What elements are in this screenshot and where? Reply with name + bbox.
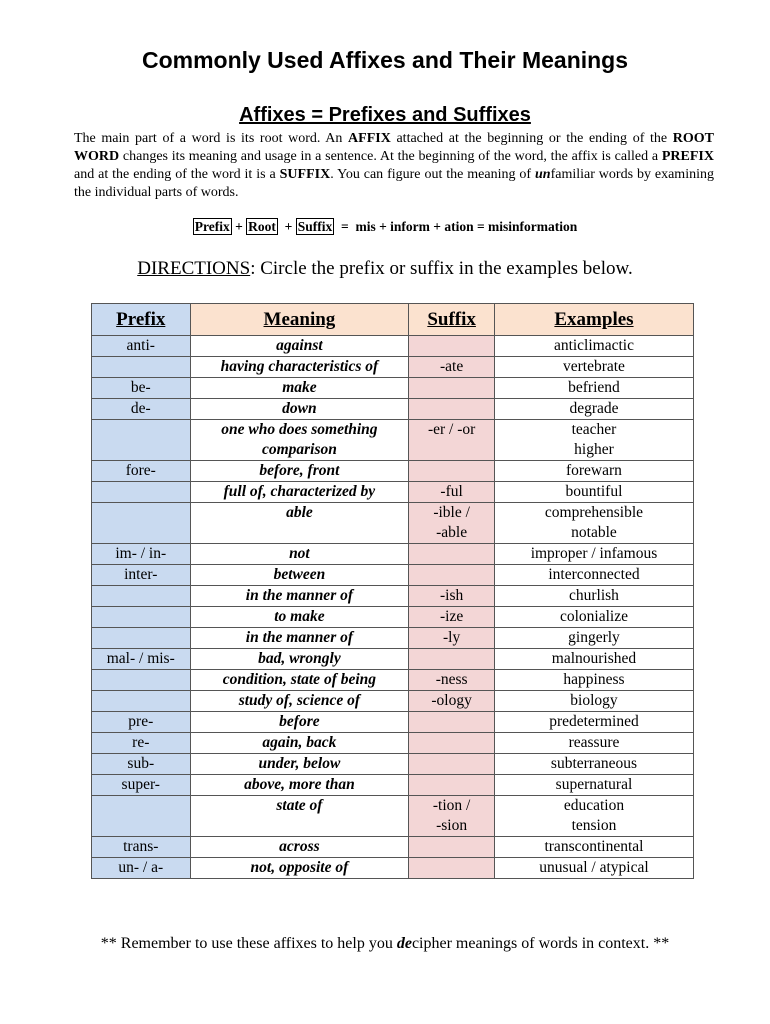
suffix-cell [409,858,495,879]
suffix-cell-line: -sion [436,817,468,834]
suffix-cell-line: -ology [431,692,472,709]
suffix-cell-line [409,858,494,878]
examples-cell [494,357,693,378]
examples-cell-line: befriend [568,379,620,396]
examples-cell-line: teacher [571,421,617,438]
reminder-de: de [396,935,412,952]
prefix-cell [92,336,191,357]
meaning-cell-line: one who does something [221,421,378,438]
formula-plus: + [231,219,247,234]
meaning-cell-line: comparison [261,441,337,458]
formula-prefix-box: Prefix [194,219,230,234]
meaning-cell [190,544,409,565]
examples-cell-line: happiness [563,671,625,688]
examples-cell [494,796,693,837]
reminder-text: ** Remember to use these affixes to help you [100,935,397,952]
meaning-cell [190,503,409,544]
prefix-cell-text: pre- [128,713,154,730]
table-row [92,712,694,733]
suffix-cell [409,399,495,420]
examples-cell-line: education [563,797,625,814]
prefix-cell-text: sub- [127,755,155,772]
intro-text: The main part of a word is its root word. An [74,131,349,146]
examples-cell-line: supernatural [555,776,633,793]
suffix-cell [409,565,495,586]
examples-cell-line: improper / infamous [530,545,658,562]
examples-cell [494,670,693,691]
prefix-cell [92,754,191,775]
examples-cell [494,565,693,586]
examples-cell [494,336,693,357]
meaning-cell [190,649,409,670]
suffix-cell [409,586,495,607]
prefix-cell [92,482,191,503]
formula-line [0,219,770,235]
meaning-cell-line: above, more than [244,776,355,793]
prefix-cell-text [92,607,190,627]
examples-cell-line: vertebrate [562,358,625,375]
examples-cell [494,544,693,565]
prefix-cell-text: be- [130,379,151,396]
suffix-cell-line: -ness [435,671,468,688]
examples-cell [494,628,693,649]
examples-cell-line: unusual / atypical [539,859,649,876]
suffix-cell [409,712,495,733]
meaning-cell [190,670,409,691]
suffix-cell-line: -ible / [433,504,470,521]
table-row [92,858,694,879]
suffix-cell [409,503,495,544]
table-row [92,691,694,712]
table-row [92,357,694,378]
meaning-cell [190,336,409,357]
meaning-cell-line: state of [276,797,323,814]
affix-table [91,303,694,879]
table-body [92,336,694,879]
meaning-cell-line: bad, wrongly [258,650,341,667]
meaning-cell-line: able [286,504,313,521]
examples-cell [494,482,693,503]
examples-cell [494,399,693,420]
meaning-cell-line: again, back [262,734,337,751]
table-row [92,649,694,670]
table-row [92,336,694,357]
examples-cell [494,775,693,796]
suffix-cell-line [409,544,494,564]
suffix-cell-line: -ly [443,629,461,646]
formula-root-box: Root [248,219,276,234]
prefix-cell [92,628,191,649]
suffix-cell [409,754,495,775]
prefix-cell [92,357,191,378]
intro-root-word: ROOT WORD [74,131,714,164]
prefix-cell [92,607,191,628]
intro-suffix: SUFFIX [279,167,331,182]
page-title: Commonly Used Affixes and Their Meanings [141,47,629,73]
header-prefix: Prefix [92,304,191,336]
table-header-row [92,304,694,336]
table-row [92,586,694,607]
meaning-cell-line: study of, science of [238,692,361,709]
examples-cell [494,733,693,754]
suffix-cell [409,649,495,670]
prefix-cell-text: de- [130,400,151,417]
meaning-cell-line: across [279,838,320,855]
prefix-cell [92,544,191,565]
examples-cell [494,586,693,607]
suffix-cell-line [409,565,494,585]
prefix-cell [92,670,191,691]
prefix-cell [92,649,191,670]
prefix-cell-text [92,691,190,711]
header-meaning: Meaning [190,304,409,336]
table-row [92,733,694,754]
examples-cell-line: colonialize [559,608,628,625]
examples-cell-line: interconnected [548,566,640,583]
formula-suffix-box: Suffix [297,219,333,234]
prefix-cell-text [92,796,190,816]
prefix-cell [92,503,191,544]
meaning-cell [190,378,409,399]
examples-cell-line: malnourished [551,650,637,667]
intro-prefix: PREFIX [661,149,714,164]
prefix-cell [92,586,191,607]
meaning-cell-line: between [273,566,326,583]
prefix-cell [92,733,191,754]
suffix-cell [409,775,495,796]
examples-cell [494,378,693,399]
prefix-cell [92,837,191,858]
meaning-cell-line: down [282,400,317,417]
intro-text: . You can figure out the meaning of [330,167,535,182]
examples-cell-line: gingerly [568,629,620,646]
intro-paragraph [74,130,714,202]
intro-affix: AFFIX [348,131,391,146]
suffix-cell-line [409,336,494,356]
formula-result: = mis + inform + ation = misinformation [334,219,578,234]
examples-cell-line: subterraneous [550,755,638,772]
intro-text: attached at the beginning or the ending of the [390,131,673,146]
examples-cell [494,461,693,482]
prefix-cell-text [92,357,190,377]
table-row [92,796,694,837]
suffix-cell-line [409,712,494,732]
suffix-cell-line [409,754,494,774]
reminder-note [0,935,770,953]
examples-cell [494,503,693,544]
suffix-cell [409,628,495,649]
suffix-cell [409,482,495,503]
meaning-cell-line: not, opposite of [250,859,349,876]
prefix-cell-text: un- / a- [118,859,164,876]
prefix-cell [92,858,191,879]
suffix-cell-line: -able [436,524,468,541]
examples-cell [494,754,693,775]
meaning-cell [190,482,409,503]
meaning-cell-line: not [289,545,310,562]
examples-cell-line: tension [571,817,617,834]
suffix-cell [409,607,495,628]
examples-cell-line: biology [570,692,618,709]
meaning-cell [190,837,409,858]
meaning-cell [190,858,409,879]
prefix-cell [92,712,191,733]
meaning-cell [190,712,409,733]
suffix-cell [409,691,495,712]
table-row [92,628,694,649]
suffix-cell-line [409,399,494,419]
meaning-cell [190,691,409,712]
table-row [92,837,694,858]
meaning-cell [190,586,409,607]
directions-text: : Circle the prefix or suffix in the examples below. [250,258,633,279]
table-row [92,378,694,399]
examples-cell-line: comprehensible [544,504,644,521]
table-row [92,775,694,796]
prefix-cell [92,378,191,399]
meaning-cell-line: in the manner of [245,587,354,604]
prefix-cell-text: inter- [124,566,158,583]
examples-cell [494,837,693,858]
table-row [92,482,694,503]
prefix-cell-text: anti- [126,337,155,354]
meaning-cell [190,796,409,837]
prefix-cell [92,399,191,420]
examples-cell-line: notable [571,524,617,541]
suffix-cell-line: -ful [440,483,463,500]
prefix-cell-text [92,503,190,523]
meaning-cell [190,607,409,628]
meaning-cell-line: make [282,379,317,396]
suffix-cell [409,670,495,691]
prefix-cell [92,775,191,796]
meaning-cell [190,775,409,796]
suffix-cell [409,544,495,565]
examples-cell [494,691,693,712]
examples-cell-line: reassure [568,734,620,751]
prefix-cell-text [92,628,190,648]
suffix-cell-line [409,775,494,795]
prefix-cell-text: trans- [123,838,159,855]
meaning-cell [190,420,409,461]
meaning-cell-line: in the manner of [245,629,354,646]
examples-cell [494,649,693,670]
prefix-cell-text: re- [132,734,150,751]
header-suffix: Suffix [409,304,495,336]
prefix-cell [92,796,191,837]
suffix-cell-line [409,378,494,398]
table-row [92,503,694,544]
prefix-cell [92,461,191,482]
suffix-cell [409,796,495,837]
meaning-cell [190,565,409,586]
prefix-cell-text [92,482,190,502]
suffix-cell-line: -ize [440,608,464,625]
prefix-cell-text [92,670,190,690]
prefix-cell-text: fore- [125,462,156,479]
prefix-cell-text: super- [121,776,160,793]
meaning-cell-line: before [279,713,320,730]
directions-label: DIRECTIONS [137,258,251,279]
table-row [92,565,694,586]
prefix-cell-text: mal- / mis- [106,650,175,667]
formula-plus: + [277,219,296,234]
suffix-cell [409,336,495,357]
suffix-cell-line: -ish [439,587,464,604]
table-row [92,754,694,775]
examples-cell-line: transcontinental [544,838,644,855]
meaning-cell [190,461,409,482]
examples-cell-line: forewarn [565,462,622,479]
table-row [92,607,694,628]
meaning-cell-line: full of, characterized by [223,483,376,500]
suffix-cell [409,420,495,461]
suffix-cell-line [409,649,494,669]
meaning-cell-line: before, front [259,462,340,479]
table-row [92,461,694,482]
examples-cell-line: degrade [569,400,619,417]
suffix-cell [409,378,495,399]
page-subtitle: Affixes = Prefixes and Suffixes [239,104,531,126]
meaning-cell-line: to make [274,608,325,625]
table-row [92,544,694,565]
prefix-cell [92,691,191,712]
meaning-cell [190,733,409,754]
examples-cell [494,858,693,879]
table-row [92,399,694,420]
examples-cell-line: bountiful [565,483,623,500]
suffix-cell-line [409,837,494,857]
suffix-cell-line: -er / -or [427,421,476,438]
directions [0,258,770,280]
meaning-cell [190,357,409,378]
examples-cell-line: anticlimactic [553,337,634,354]
suffix-cell-line: -tion / [432,797,471,814]
table-row [92,420,694,461]
examples-cell-line: higher [574,441,614,458]
header-examples: Examples [494,304,693,336]
suffix-cell [409,461,495,482]
meaning-cell-line: against [276,337,323,354]
suffix-cell-line: -ate [440,358,464,375]
examples-cell [494,712,693,733]
examples-cell [494,607,693,628]
meaning-cell-line: having characteristics of [220,358,379,375]
suffix-cell [409,733,495,754]
prefix-cell [92,565,191,586]
prefix-cell-text: im- / in- [115,545,167,562]
prefix-cell-text [92,586,190,606]
table-row [92,670,694,691]
suffix-cell-line [409,461,494,481]
intro-text: and at the ending of the word it is a [74,167,280,182]
intro-un: un [535,167,551,182]
meaning-cell [190,399,409,420]
suffix-cell [409,357,495,378]
meaning-cell [190,628,409,649]
meaning-cell-line: under, below [258,755,341,772]
reminder-text: cipher meanings of words in context. ** [411,935,670,952]
examples-cell-line: predetermined [549,713,639,730]
examples-cell-line: churlish [569,587,619,604]
intro-text: changes its meaning and usage in a sentence. At the beginning of the word, the affix is called a [119,149,662,164]
prefix-cell [92,420,191,461]
prefix-cell-text [92,420,190,440]
meaning-cell-line: condition, state of being [222,671,377,688]
examples-cell [494,420,693,461]
suffix-cell-line [409,733,494,753]
meaning-cell [190,754,409,775]
suffix-cell [409,837,495,858]
intro-text: familiar words by examining the individual parts of words. [74,167,714,200]
